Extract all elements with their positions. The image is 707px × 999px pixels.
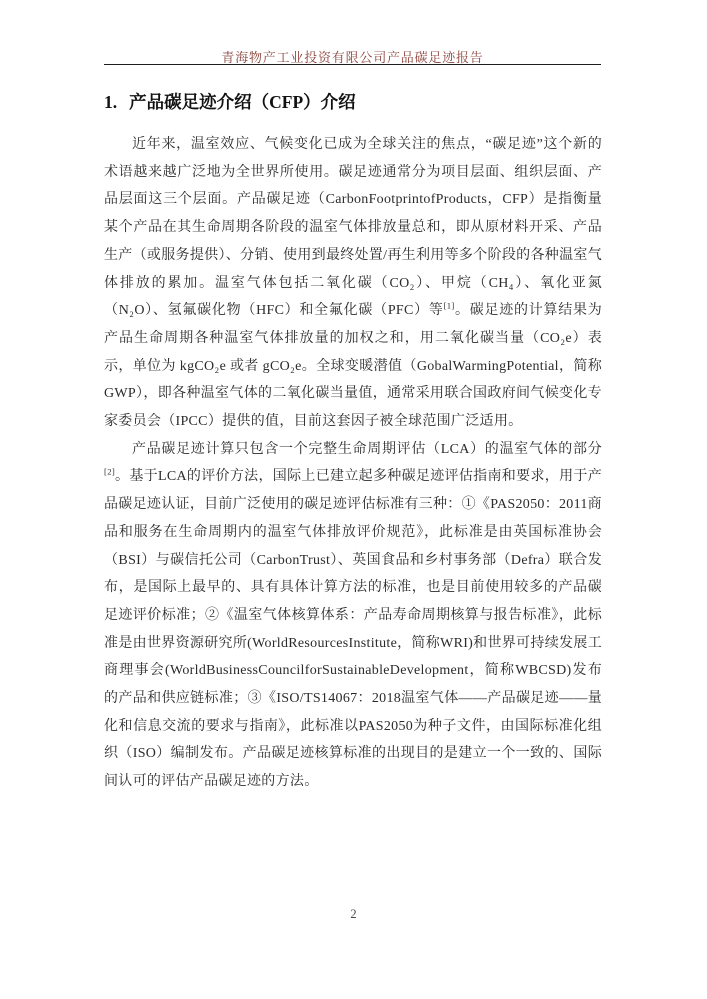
body-text bbox=[104, 131, 602, 796]
footnote-reference: [2] bbox=[104, 466, 116, 477]
paragraph bbox=[104, 131, 602, 436]
text-segment: 。基于LCA的评价方法，国际上已建立起多种碳足迹评估指南和要求，用于产品碳足迹认证，目前广泛使用的碳足迹评估标准有三种：①《PAS2050：2011商品和服务在生命周期内的温室气体排放评价规范》，此标准是由英国标准协会（BSI）与碳信托公司（CarbonTrust）、英国食品和乡村事务部（Defra）联合发布，是国际上最早的、具有具体计算方法的标准，也是目前使用较多的产品碳足迹评价标准；②《温室气体核算体系：产品寿命周期核算与报告标准》，此标准是由世界资源研究所(WorldResourcesInstitute，简称WRI)和世界可持续发展工商理事会(WorldBusinessCouncilforSustainableDevelopment，简称WBCSD)发布的产品和供应链标准；③《ISO/TS14067：2018温室气体——产品碳足迹——量化和信息交流的要求与指南》，此标准以PAS2050为种子文件，由国际标准化组织（ISO）编制发布。产品碳足迹核算标准的出现目的是建立一个一致的、国际间认可的评估产品碳足迹的方法。 bbox=[104, 469, 602, 790]
text-segment: 产品碳足迹计算只包含一个完整生命周期评估（LCA）的温室气体的部分 bbox=[132, 441, 602, 457]
section-heading-title: 产品碳足迹介绍（CFP）介绍 bbox=[129, 92, 356, 112]
footnote-reference: [1] bbox=[443, 300, 455, 311]
running-header-title: 青海物产工业投资有限公司产品碳足迹报告 bbox=[221, 50, 484, 65]
text-segment: 。碳足迹的计算结果为产品生命周期各种温室气体排放量的加权之和，用二氧化碳当量（CO₂e）表示，单位为 kgCO₂e 或者 gCO₂e。全球变暖潜值（GobalWarmingPotential，简称 GWP），即各种温室气体的二氧化碳当量值，通常采用联合国政府间气候变化专家委员会（IPCC）提供的值，目前这套因子被全球范围广泛适用。 bbox=[104, 303, 602, 430]
paragraph bbox=[104, 436, 602, 796]
page-number: 2 bbox=[350, 907, 357, 921]
text-segment: 近年来，温室效应、气候变化已成为全球关注的焦点，“碳足迹”这个新的术语越来越广泛地为全世界所使用。碳足迹通常分为项目层面、组织层面、产品层面这三个层面。产品碳足迹（CarbonFootprintofProducts，CFP）是指衡量某个产品在其生命周期各阶段的温室气体排放量总和，即从原材料开采、产品生产（或服务提供）、分销、使用到最终处置/再生利用等多个阶段的各种温室气体排放的累加。温室气体包括二氧化碳（CO₂）、甲烷（CH₄）、氧化亚氮（N₂O）、氢氟碳化物（HFC）和全氟化碳（PFC）等 bbox=[104, 137, 602, 319]
section-heading-number: 1. bbox=[104, 92, 118, 112]
section-heading bbox=[104, 89, 604, 114]
header-rule bbox=[104, 64, 601, 65]
